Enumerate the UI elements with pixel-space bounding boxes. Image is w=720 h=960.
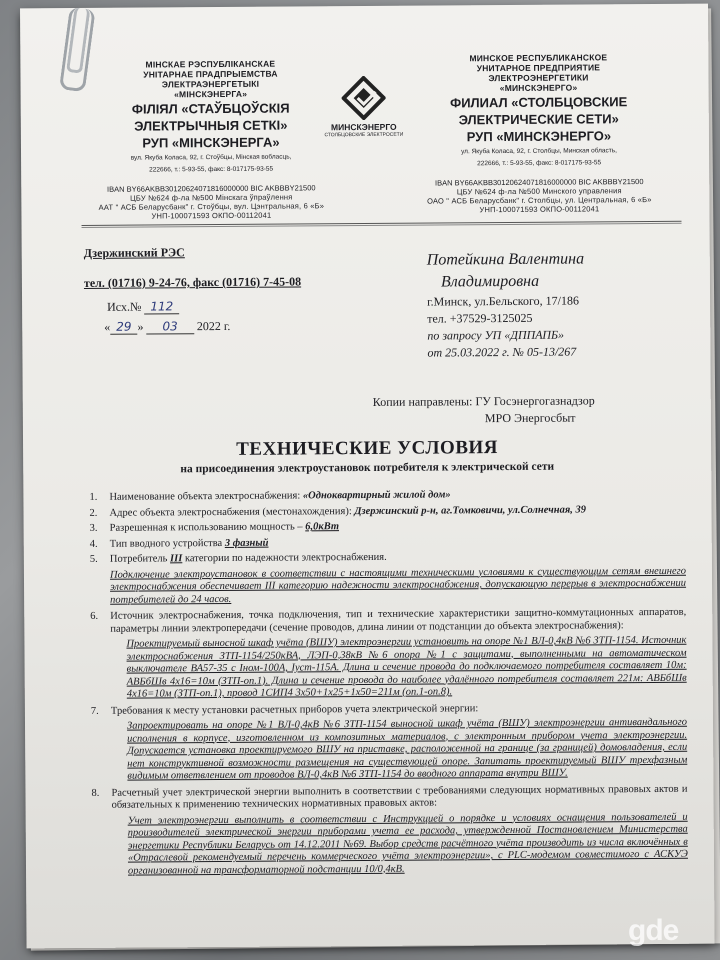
address-line: вул. Якуба Коласа, 92, г. Стоўбцы, Мінская вобласць, <box>130 153 292 162</box>
recipient-block <box>427 248 688 362</box>
bank-line: ААТ " АСБ Беларусбанк" г. Стоўбцы, вул. Цэнтральная, 6 «Б» <box>98 201 325 212</box>
outgoing-number-value: 112 <box>144 299 179 314</box>
outgoing-number-label: Исх.№ <box>107 299 142 314</box>
logo-emblem-icon <box>341 76 385 120</box>
outgoing-date: « 29 » 03 2022 г. <box>104 318 231 334</box>
object-address: Дзержинский р-н, аг.Томковичи, ул.Солнечная, 39 <box>354 503 587 517</box>
item-8-text: Учет электроэнергии выполнить в соответствии с Инструкцией о порядке и условиях оснащения пользователей и производителей электрической энергии приборами учета ее расхода, утвержденной Постановлением Министерства энергетики Республики Беларусь от 14.12.2011 №69. Выбор средств расчётного учёта производить из числа включённых в «Отраслевой рекомендуемый перечень коммерческого учёта электроэнергии», с PLC-модемом совместимого с АСКУЭ организованной на трансформаторной подстанции 10/0,4кВ. <box>127 811 688 877</box>
document-subtitle: на присоединения электроустановок потребителя к электрической сети <box>180 460 555 476</box>
address-line: 222666, т.: 5-93-55, факс: 8-017175-93-55 <box>149 165 274 174</box>
bank-line: ЦБУ №624 ф-ла №500 Минского управления <box>456 186 622 197</box>
request-date: от 25.03.2022 г. № 05-13/267 <box>427 344 577 360</box>
date-year: 2022 г. <box>196 318 231 334</box>
document-page <box>20 4 715 949</box>
reliability-category: III <box>170 553 183 565</box>
logo-name: МИНСКЭНЕРГО <box>330 121 397 133</box>
list-item: 2. Адрес объекта электроснабжения (местонахождения): Дзержинский р-н, аг.Томковичи, ул.Солнечная, 39 <box>89 503 587 519</box>
bank-line: УНП-100071593 ОКПО-00112041 <box>151 210 272 221</box>
letterhead-left <box>90 58 331 221</box>
address-line: 222666, т.: 5-93-55, факс: 8-017175-93-55 <box>477 159 602 168</box>
branch-name: ФИЛИАЛ «СТОЛБЦОВСКИЕ <box>450 94 628 111</box>
department-phone: тел. (01716) 9-24-76, факс (01716) 7-45-08 <box>83 274 302 290</box>
list-item: 4. Тип вводного устройства 3 фазный <box>89 537 269 550</box>
list-item: 5. Потребитель III категории по надежности электроснабжения. <box>89 551 387 565</box>
branch-name: ФІЛІЯЛ «СТАЎБЦОЎСКІЯ <box>131 100 290 117</box>
bank-line: ЦБУ №624 ф-ла №500 Мінскага ўпраўлення <box>130 192 293 203</box>
letterhead-right <box>408 52 669 215</box>
recipient-address: г.Минск, ул.Бельского, 17/186 <box>427 293 580 309</box>
org-line: «МИНСКЭНЕРГО» <box>499 82 578 94</box>
input-device-type: 3 фазный <box>224 537 269 549</box>
branch-name: РУП «МИНСКЭНЕРГО» <box>466 128 612 145</box>
bank-line: ОАО " АСБ Беларусбанк" г. Столбцы, ул. Центральная, 6 «Б» <box>427 194 652 206</box>
recipient-name: Потейкина Валентина <box>426 250 585 269</box>
bank-line: IBAN BY66AKBB30120624071816000000 BIC AKBBBY21500 <box>106 183 316 194</box>
list-item: 8. Расчетный учет электрической энергии выполнить в соответствии с требованиями следующих нормативных правовых актов и обязательных к применению технических нормативных правовых актов: <box>91 783 688 811</box>
copies-line: Копии направлены: ГУ Госэнергогазнадзор <box>372 393 595 409</box>
request-reference: по запросу УП «ДППАПБ» <box>427 327 565 343</box>
object-name: «Одноквартирный жилой дом» <box>302 489 451 502</box>
recipient-name: Владимировна <box>440 272 540 291</box>
branch-name: ЭЛЕКТРИЧЕСКИЕ СЕТИ» <box>458 111 619 128</box>
list-item: 1. Наименование объекта электроснабжения: «Одноквартирный жилой дом» <box>89 489 451 503</box>
list-item: 6. Источник электроснабжения, точка подключения, тип и технические характеристики защитно-коммутационных аппаратов, параметры линии электропередачи (сечение проводов, длина линии от подстанции до объекта электроснабжения): <box>90 606 687 635</box>
org-line: ЭЛЕКТРАЭНЕРГЕТЫКІ <box>161 78 260 90</box>
copies-block <box>373 392 673 428</box>
org-line: УНІТАРНАЕ ПРАДПРЫЕМСТВА <box>143 68 278 80</box>
bank-line: IBAN BY66AKBB30120624071816000000 BIC AKBBBY21500 <box>434 177 644 188</box>
recipient-phone: тел. +37529-3125025 <box>427 310 533 326</box>
site-watermark: gde <box>628 914 679 947</box>
date-day: 29 <box>110 320 137 335</box>
org-line: «МІНСКЭНЕРГА» <box>174 88 248 100</box>
org-line: МИНСКОЕ РЕСПУБЛИКАНСКОЕ <box>469 52 608 64</box>
item-7-text: Запроектировать на опоре №1 ВЛ-0,4кВ №6 ЗТП-1154 выносной шкаф учёта (ВШУ) электроэнергии антивандального исполнения в корпусе, изготовленном из композитных материалов, с электронным прибором учета электроэнергии. Допускается установка проектируемого ВШУ на приставке, расположенной на границе (за границей) домовладения, если нет конструктивной возможности размещения на существующей опоре. Запитать проектируемый ВШУ трехфазным видимым ответвлением от проводов ВЛ-0,4кВ №6 ЗТП-1154 до вводного аппарата внутри ВШУ. <box>126 716 688 782</box>
address-line: ул. Якуба Коласа, 92, г. Столбцы, Минская область, <box>461 147 617 156</box>
branch-name: РУП «МІНСКЭНЕРГА» <box>142 134 280 151</box>
org-line: УНИТАРНОЕ ПРЕДПРИЯТИЕ <box>476 62 601 74</box>
department-name: Дзержинский РЭС <box>83 245 185 260</box>
power-value: 6,0кВт <box>305 521 340 533</box>
minskenergo-logo <box>318 76 408 139</box>
conditions-body <box>89 488 688 882</box>
document-title: ТЕХНИЧЕСКИЕ УСЛОВИЯ <box>236 437 499 460</box>
item-6-text: Проектируемый выносной шкаф учёта (ВШУ) электроэнергии установить на опоре №1 ВЛ-0,4кВ №6 ЗТП-1154. Источник электроснабжения ЗТП-1154/250кВА, ЛЭП-0,38кВ №6 опора №1 с защитами, выполненными на автоматическом выключателе ВА57-35 с Iном-100А, Iуст-115А. Длина и сечение провода до подключаемого потребителя составляет 10м: АВБбШв 4х16=10м (ЗТП-оп.1). Длина и сечение провода до наиболее удалённого потребителя составляет 221м: АВБбШв 4х16=10м (ЗТП-оп.1), провод 1СИП4 3х50+1х25+1х50=211м (оп.1-оп.8). <box>126 634 687 700</box>
bank-line: УНП-100071593 ОКПО-00112041 <box>479 204 600 215</box>
copies-line: МРО Энергосбыт <box>484 410 576 426</box>
branch-name: ЭЛЕКТРЫЧНЫЯ СЕТКІ» <box>134 117 288 134</box>
item-5-text: Подключение электроустановок в соответствии с настоящими техническими условиями к существующим сетям внешнего электроснабжения обеспечивает III категорию надежности электроснабжения, допускающую перерыв в электроснабжении потребителей до 24 часов. <box>109 565 687 606</box>
org-line: МІНСКАЕ РЭСПУБЛІКАНСКАЕ <box>145 58 276 70</box>
logo-subtitle: СТОЛБЦОВСКИЕ ЭЛЕКТРОСЕТИ <box>324 131 404 139</box>
list-item: 3. Разрешенная к использованию мощность – 6,0кВт <box>89 521 340 534</box>
list-item: 7. Требования к месту установки расчетных приборов учета электрической энергии: <box>90 702 479 717</box>
date-month: 03 <box>146 319 193 334</box>
org-line: ЭЛЕКТРОЭНЕРГЕТИКИ <box>488 72 589 84</box>
outgoing-number <box>107 299 179 315</box>
